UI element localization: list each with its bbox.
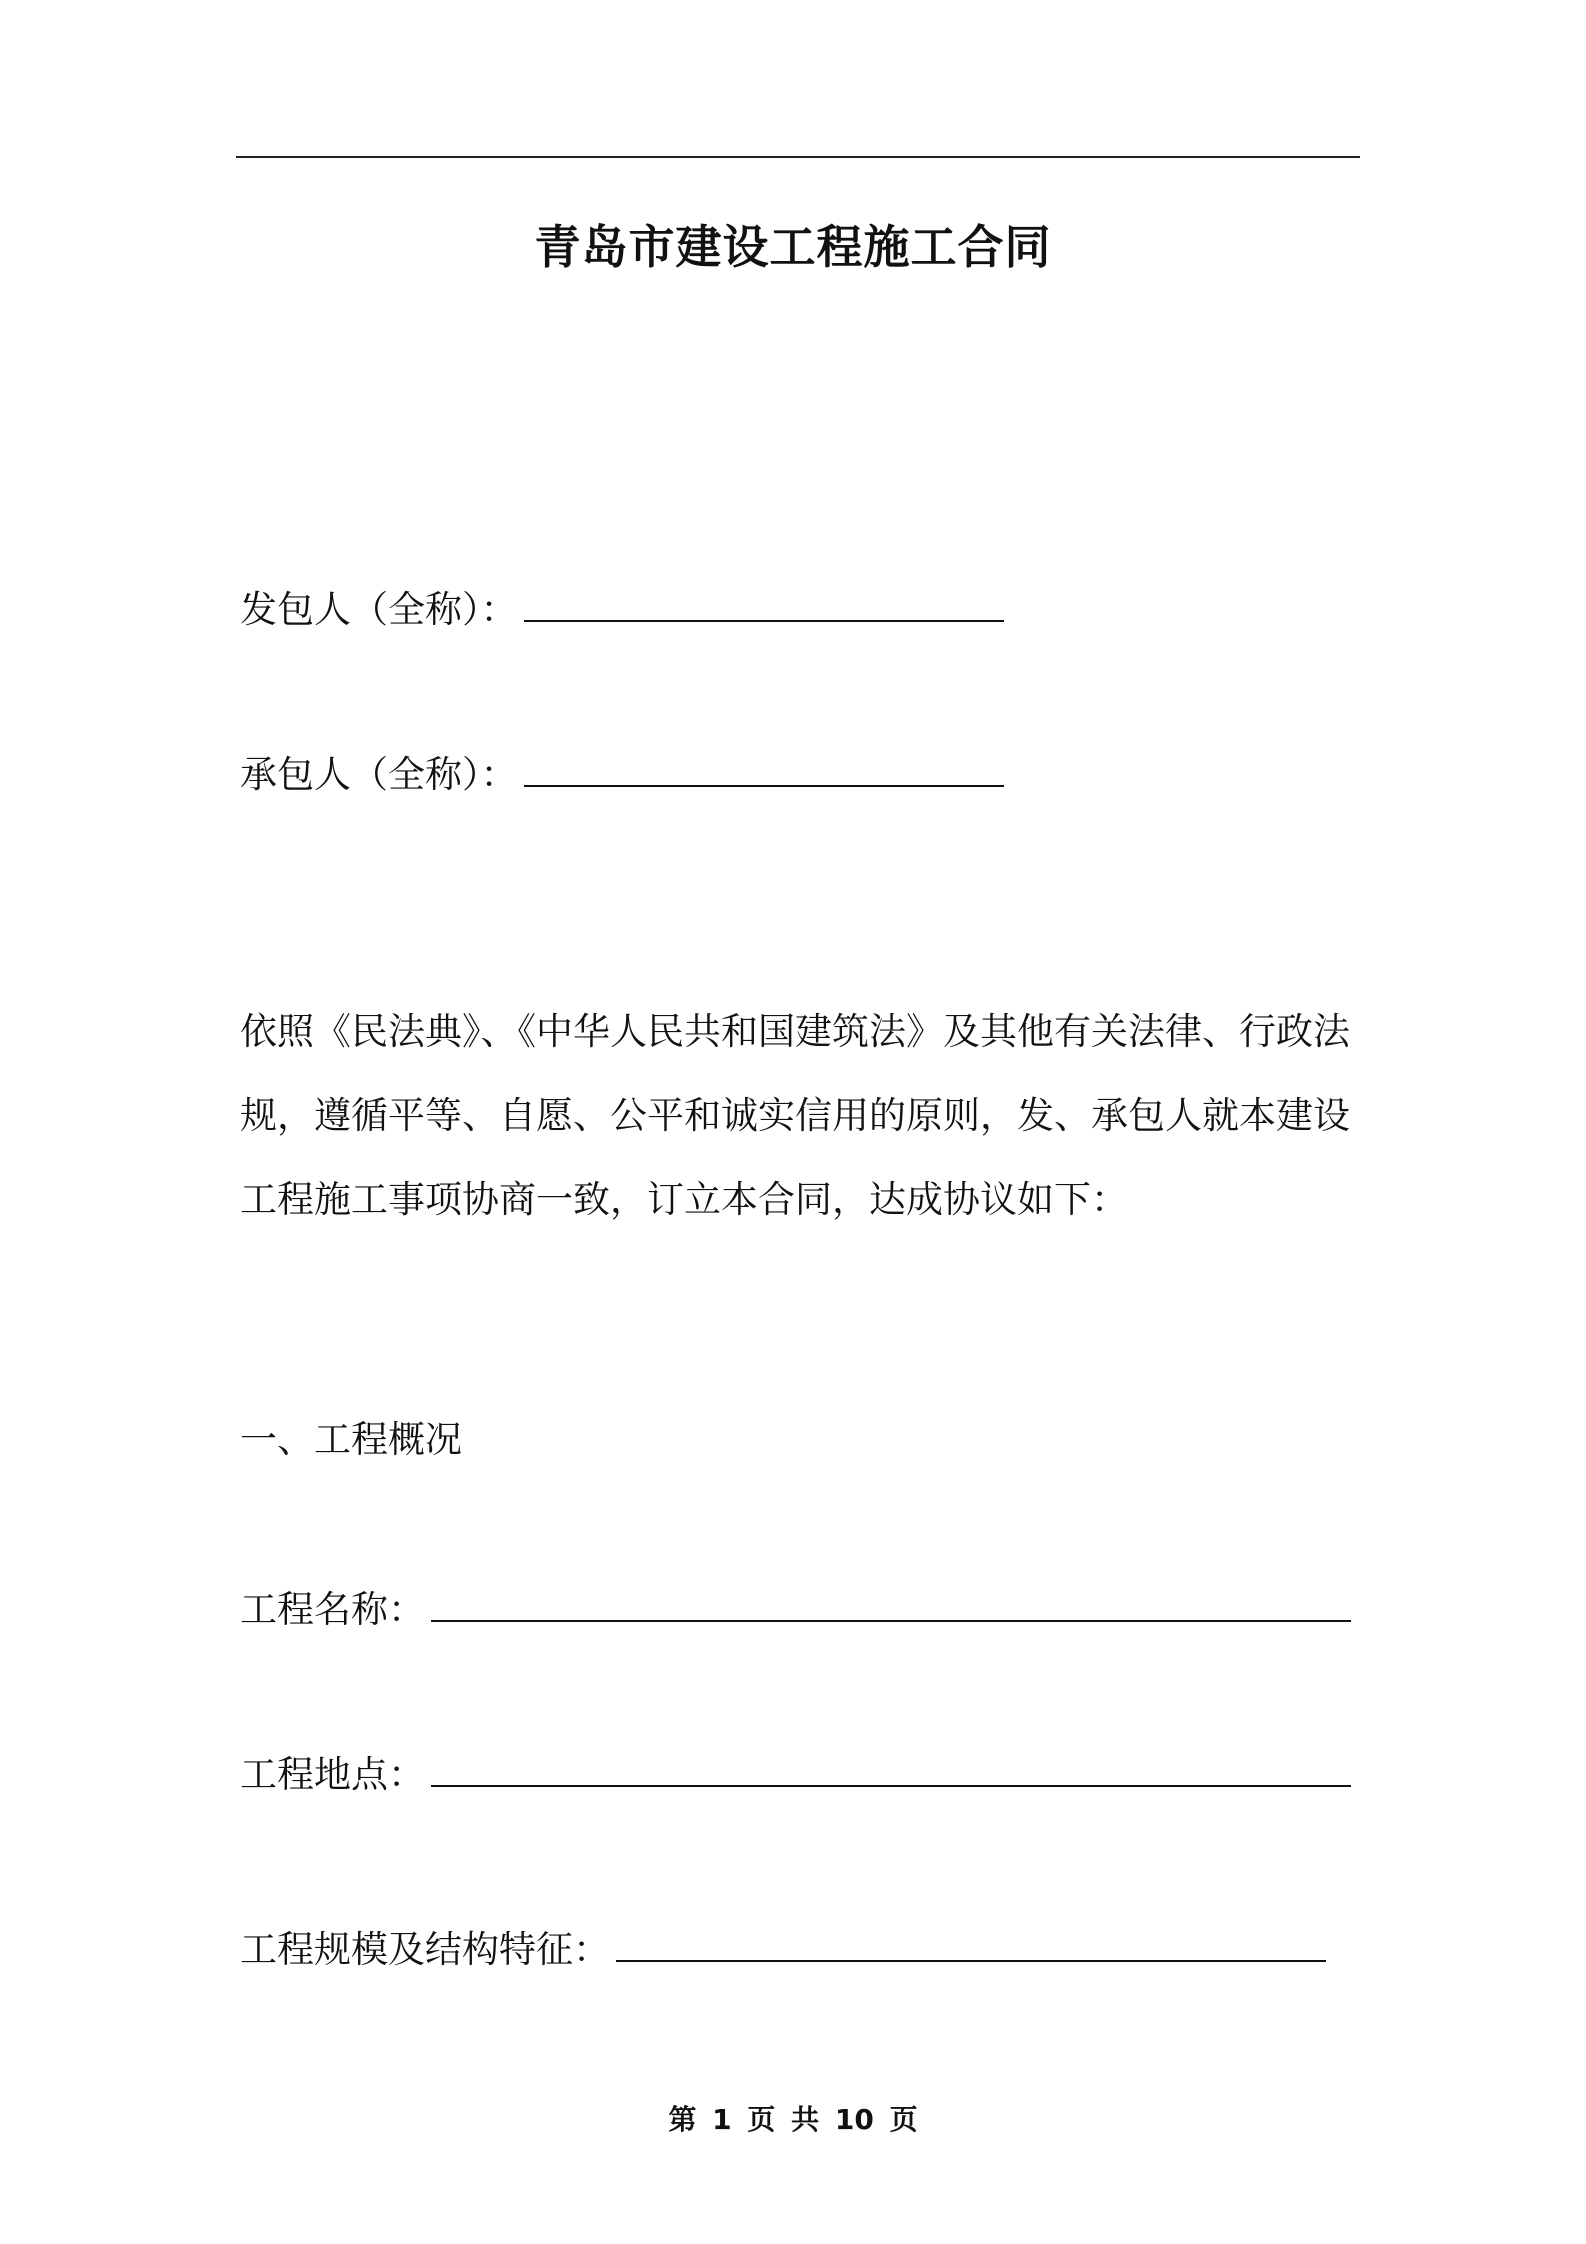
preamble-line: 依照《民法典》、《中华人民共和国建筑法》及其他有关法律、行政法	[240, 1010, 1350, 1053]
project-name-blank[interactable]	[431, 1618, 1351, 1622]
preamble-paragraph	[240, 990, 1360, 1242]
employer-blank[interactable]	[524, 618, 1004, 622]
employer-field	[240, 580, 1004, 640]
project-scale-field	[240, 1920, 1326, 1980]
project-location-blank[interactable]	[431, 1783, 1351, 1787]
project-name-field	[240, 1580, 1351, 1640]
header-rule	[236, 156, 1360, 158]
page-footer: 第 1 页 共 10 页	[668, 2103, 918, 2136]
project-name-label: 工程名称：	[240, 1588, 425, 1631]
project-scale-blank[interactable]	[616, 1958, 1326, 1962]
section-heading: 一、工程概况	[240, 1418, 462, 1461]
contractor-label: 承包人（全称）：	[240, 753, 518, 796]
document-title: 青岛市建设工程施工合同	[534, 220, 1052, 274]
project-location-field	[240, 1745, 1351, 1805]
contractor-field	[240, 745, 1004, 805]
preamble-line: 规，遵循平等、自愿、公平和诚实信用的原则，发、承包人就本建设	[240, 1094, 1350, 1137]
preamble-line: 工程施工事项协商一致，订立本合同，达成协议如下：	[240, 1178, 1128, 1221]
contractor-blank[interactable]	[524, 783, 1004, 787]
project-location-label: 工程地点：	[240, 1753, 425, 1796]
employer-label: 发包人（全称）：	[240, 588, 518, 631]
project-scale-label: 工程规模及结构特征：	[240, 1928, 610, 1971]
